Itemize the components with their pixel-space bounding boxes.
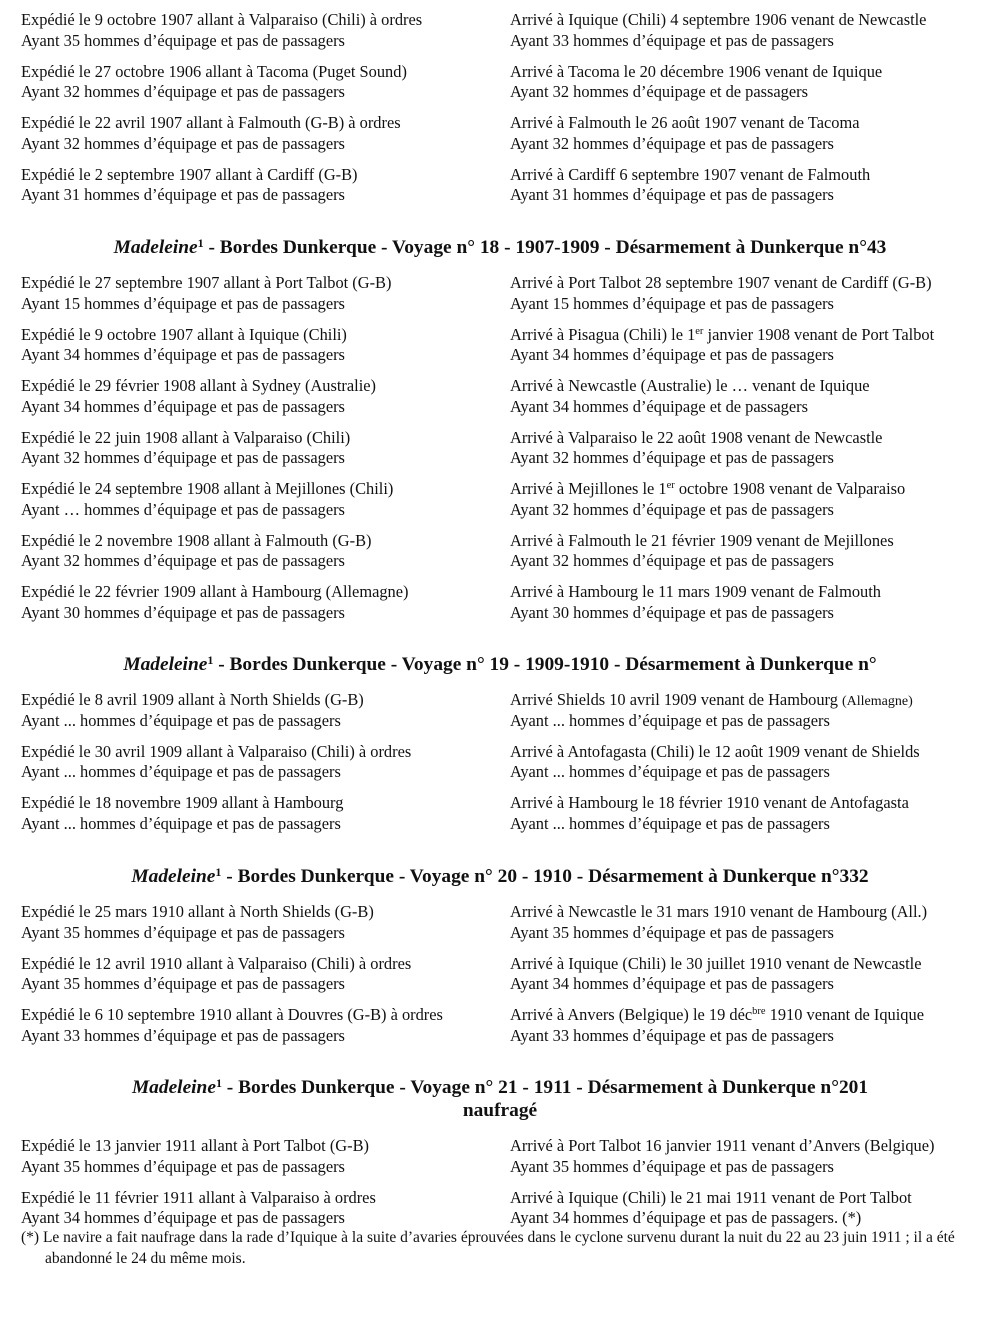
crew-text: Ayant … hommes d’équipage et pas de passagers <box>21 499 345 519</box>
departure-entry <box>0 325 510 366</box>
departure-text: Expédié le 2 septembre 1907 allant à Cardiff (G-B) <box>21 164 358 184</box>
ship-name: Madeleine <box>123 654 208 675</box>
crew-text: Ayant 33 hommes d’équipage et pas de passagers <box>21 1025 345 1045</box>
voyage-heading <box>0 236 1000 259</box>
crew-text: Ayant ... hommes d’équipage et pas de passagers <box>510 710 830 730</box>
ship-name: Madeleine <box>131 866 216 887</box>
voyage-entry <box>0 690 1000 731</box>
crew-text: Ayant 34 hommes d’équipage et de passagers <box>510 396 808 416</box>
departure-entry <box>0 1005 510 1046</box>
departure-entry <box>0 113 510 154</box>
voyage-entry <box>0 62 1000 103</box>
voyage-status: naufragé <box>462 1100 538 1121</box>
crew-text: Ayant 33 hommes d’équipage et pas de passagers <box>510 30 834 50</box>
voyage-entry <box>0 531 1000 572</box>
departure-entry <box>0 62 510 103</box>
arrival-entry <box>510 273 1000 314</box>
arrival-text: Arrivé à Valparaiso le 22 août 1908 venant de Newcastle <box>510 427 883 447</box>
footnote-ref: 1 <box>207 653 214 667</box>
departure-text: Expédié le 27 septembre 1907 allant à Port Talbot (G-B) <box>21 273 392 292</box>
footnote-ref: 1 <box>197 236 204 250</box>
arrival-entry <box>510 165 1000 206</box>
departure-text: Expédié le 9 octobre 1907 allant à Valparaiso (Chili) à ordres <box>21 10 423 29</box>
arrival-text: Arrivé à Iquique (Chili) le 21 mai 1911 venant de Port Talbot <box>510 1187 912 1207</box>
crew-text: Ayant ... hommes d’équipage et pas de passagers <box>510 762 830 782</box>
arrival-entry <box>510 1005 1000 1046</box>
crew-text: Ayant ... hommes d’équipage et pas de passagers <box>21 762 341 782</box>
arrival-text-part: Arrivé Shields 10 avril 1909 venant de Hambourg <box>510 690 842 709</box>
footnote: (*) Le navire a fait naufrage dans la rade d’Iquique à la suite d’avaries éprouvées dans le cyclone survenu durant la nuit du 22 au 23 juin 1911 ; il a été abandonné le 24 du même mois. <box>21 1229 955 1267</box>
arrival-entry <box>510 376 1000 417</box>
departure-text: Expédié le 24 septembre 1908 allant à Mejillones (Chili) <box>21 479 394 499</box>
crew-text: Ayant 32 hommes d’équipage et pas de passagers <box>510 551 834 571</box>
arrival-entry <box>510 62 1000 103</box>
departure-text: Expédié le 22 avril 1907 allant à Falmouth (G-B) à ordres <box>21 113 401 133</box>
arrival-text: Arrivé à Falmouth le 21 février 1909 venant de Mejillones <box>510 530 894 550</box>
departure-entry <box>0 582 510 623</box>
arrival-entry <box>510 113 1000 154</box>
arrival-entry <box>510 793 1000 834</box>
arrival-text: Arrivé à Tacoma le 20 décembre 1906 venant de Iquique <box>510 61 883 81</box>
crew-text: Ayant 33 hommes d’équipage et pas de passagers <box>510 1025 834 1045</box>
departure-text: Expédié le 12 avril 1910 allant à Valparaiso (Chili) à ordres <box>21 953 412 973</box>
departure-entry <box>0 531 510 572</box>
crew-text: Ayant 32 hommes d’équipage et pas de passagers <box>510 448 834 468</box>
arrival-text: Arrivé à Falmouth le 26 août 1907 venant de Tacoma <box>510 113 860 133</box>
crew-text: Ayant 34 hommes d’équipage et pas de passagers <box>21 1208 345 1228</box>
voyage-section-21 <box>0 1076 1000 1239</box>
voyage-entry <box>0 1188 1000 1229</box>
crew-text: Ayant 35 hommes d’équipage et pas de passagers <box>21 974 345 994</box>
crew-text: Ayant 30 hommes d’équipage et pas de passagers <box>21 603 345 623</box>
departure-entry <box>0 428 510 469</box>
crew-text: Ayant 32 hommes d’équipage et pas de passagers <box>510 499 834 519</box>
arrival-text: Arrivé à Newcastle le 31 mars 1910 venant de Hambourg (All.) <box>510 902 928 921</box>
voyage-entry <box>0 793 1000 834</box>
arrival-text: Arrivé à Hambourg le 18 février 1910 venant de Antofagasta <box>510 793 909 813</box>
voyage-section-20 <box>0 865 1000 1057</box>
arrival-entry <box>510 479 1000 520</box>
departure-entry <box>0 793 510 834</box>
crew-text: Ayant 35 hommes d’équipage et pas de passagers <box>21 922 345 942</box>
footnote-ref: 1 <box>215 865 222 879</box>
departure-entry <box>0 479 510 520</box>
voyage-entry <box>0 954 1000 995</box>
arrival-text-part: janvier 1908 venant de Port Talbot <box>703 324 935 344</box>
voyage-entry <box>0 902 1000 943</box>
voyage-title: - Bordes Dunkerque - Voyage n° 18 - 1907-1909 - Désarmement à Dunkerque n°43 <box>203 237 887 258</box>
voyage-section-19 <box>0 653 1000 845</box>
voyage-entry <box>0 273 1000 314</box>
arrival-text: Arrivé à Cardiff 6 septembre 1907 venant de Falmouth <box>510 164 871 184</box>
arrival-text: Arrivé à Newcastle (Australie) le … venant de Iquique <box>510 376 870 396</box>
arrival-entry <box>510 742 1000 783</box>
departure-text: Expédié le 13 janvier 1911 allant à Port Talbot (G-B) <box>21 1136 369 1155</box>
crew-text: Ayant 35 hommes d’équipage et pas de passagers <box>21 1156 345 1176</box>
crew-text: Ayant ... hommes d’équipage et pas de passagers <box>21 710 341 730</box>
voyage-entry <box>0 325 1000 366</box>
arrival-text: Arrivé à Iquique (Chili) 4 septembre 1906 venant de Newcastle <box>510 10 927 29</box>
crew-text: Ayant 32 hommes d’équipage et de passagers <box>510 82 808 102</box>
crew-text: Ayant 31 hommes d’équipage et pas de passagers <box>510 185 834 205</box>
departure-text: Expédié le 9 octobre 1907 allant à Iquique (Chili) <box>21 324 347 344</box>
crew-text: Ayant 32 hommes d’équipage et pas de passagers <box>21 551 345 571</box>
departure-entry <box>0 1188 510 1229</box>
voyage-entry <box>0 582 1000 623</box>
arrival-entry <box>510 582 1000 623</box>
arrival-entry <box>510 902 1000 943</box>
crew-text: Ayant 35 hommes d’équipage et pas de passagers <box>510 1156 834 1176</box>
crew-text: Ayant 15 hommes d’équipage et pas de passagers <box>510 293 834 313</box>
departure-entry <box>0 954 510 995</box>
crew-text: Ayant 35 hommes d’équipage et pas de passagers <box>510 922 834 942</box>
departure-text: Expédié le 22 février 1909 allant à Hambourg (Allemagne) <box>21 582 409 602</box>
departure-text: Expédié le 22 juin 1908 allant à Valparaiso (Chili) <box>21 427 351 447</box>
crew-text: Ayant 34 hommes d’équipage et pas de passagers. (*) <box>510 1208 862 1228</box>
arrival-text-part: Arrivé à Pisagua (Chili) le 1 <box>510 324 696 344</box>
arrival-text: Arrivé à Antofagasta (Chili) le 12 août 1909 venant de Shields <box>510 741 920 761</box>
arrival-text: Arrivé à Iquique (Chili) le 30 juillet 1910 venant de Newcastle <box>510 953 922 973</box>
departure-entry <box>0 742 510 783</box>
crew-text: Ayant 34 hommes d’équipage et pas de passagers <box>510 974 834 994</box>
arrival-text-part: octobre 1908 venant de Valparaiso <box>674 479 906 499</box>
departure-text: Expédié le 8 avril 1909 allant à North Shields (G-B) <box>21 690 364 709</box>
arrival-entry <box>510 1188 1000 1229</box>
voyage-entry <box>0 428 1000 469</box>
crew-text: Ayant ... hommes d’équipage et pas de passagers <box>510 813 830 833</box>
crew-text: Ayant 32 hommes d’équipage et pas de passagers <box>21 448 345 468</box>
voyage-entry <box>0 376 1000 417</box>
voyage-section-18 <box>0 236 1000 634</box>
departure-text: Expédié le 27 octobre 1906 allant à Tacoma (Puget Sound) <box>21 61 407 81</box>
departure-entry <box>0 10 510 51</box>
arrival-text: Arrivé à Hambourg le 11 mars 1909 venant de Falmouth <box>510 582 881 602</box>
ordinal-suffix: bre <box>752 1006 766 1018</box>
departure-entry <box>0 376 510 417</box>
voyage-entry <box>0 113 1000 154</box>
voyage-heading <box>0 865 1000 888</box>
voyage-entry <box>0 165 1000 206</box>
crew-text: Ayant 34 hommes d’équipage et pas de passagers <box>21 345 345 365</box>
arrival-text: Arrivé à Port Talbot 16 janvier 1911 venant d’Anvers (Belgique) <box>510 1136 935 1155</box>
arrival-entry <box>510 428 1000 469</box>
crew-text: Ayant 32 hommes d’équipage et pas de passagers <box>21 133 345 153</box>
departure-entry <box>0 1136 510 1177</box>
arrival-entry <box>510 325 1000 366</box>
arrival-text <box>510 1005 1000 1026</box>
crew-text: Ayant ... hommes d’équipage et pas de passagers <box>21 813 341 833</box>
departure-text: Expédié le 29 février 1908 allant à Sydney (Australie) <box>21 376 377 396</box>
departure-text: Expédié le 30 avril 1909 allant à Valparaiso (Chili) à ordres <box>21 741 412 761</box>
arrival-text <box>510 325 1000 346</box>
ship-name: Madeleine <box>131 1077 216 1098</box>
arrival-text-part: 1910 venant de Iquique <box>765 1005 924 1025</box>
crew-text: Ayant 34 hommes d’équipage et pas de passagers <box>21 396 345 416</box>
departure-entry <box>0 165 510 206</box>
crew-text: Ayant 34 hommes d’équipage et pas de passagers <box>510 345 834 365</box>
voyage-title: - Bordes Dunkerque - Voyage n° 19 - 1909-1910 - Désarmement à Dunkerque n° <box>213 654 877 675</box>
voyage-entry <box>0 742 1000 783</box>
departure-entry <box>0 690 510 731</box>
arrival-entry <box>510 1136 1000 1177</box>
crew-text: Ayant 32 hommes d’équipage et pas de passagers <box>21 82 345 102</box>
departure-text: Expédié le 2 novembre 1908 allant à Falmouth (G-B) <box>21 530 372 550</box>
arrival-text <box>510 690 1000 711</box>
voyage-entry <box>0 10 1000 51</box>
departure-text: Expédié le 18 novembre 1909 allant à Hambourg <box>21 793 344 813</box>
departure-entry <box>0 902 510 943</box>
crew-text: Ayant 15 hommes d’équipage et pas de passagers <box>21 293 345 313</box>
arrival-origin-note: (Allemagne) <box>842 694 913 709</box>
arrival-text-part: Arrivé à Mejillones le 1 <box>510 479 667 499</box>
ship-name: Madeleine <box>113 237 198 258</box>
crew-text: Ayant 30 hommes d’équipage et pas de passagers <box>510 603 834 623</box>
voyage-heading <box>0 1076 1000 1099</box>
voyage-title: - Bordes Dunkerque - Voyage n° 21 - 1911 - Désarmement à Dunkerque n°201 <box>221 1077 869 1098</box>
arrival-text <box>510 479 1000 500</box>
crew-text: Ayant 35 hommes d’équipage et pas de passagers <box>21 30 345 50</box>
crew-text: Ayant 32 hommes d’équipage et pas de passagers <box>510 133 834 153</box>
arrival-entry <box>510 531 1000 572</box>
intro-block <box>0 10 1000 216</box>
arrival-entry <box>510 954 1000 995</box>
voyage-heading <box>0 653 1000 676</box>
footnote-ref: 1 <box>215 1076 222 1090</box>
departure-text: Expédié le 25 mars 1910 allant à North Shields (G-B) <box>21 902 374 921</box>
departure-text: Expédié le 11 février 1911 allant à Valparaiso à ordres <box>21 1187 376 1207</box>
arrival-entry <box>510 10 1000 51</box>
voyage-title: - Bordes Dunkerque - Voyage n° 20 - 1910 - Désarmement à Dunkerque n°332 <box>221 866 869 887</box>
arrival-text: Arrivé à Port Talbot 28 septembre 1907 venant de Cardiff (G-B) <box>510 273 932 292</box>
voyage-entry <box>0 1005 1000 1046</box>
arrival-entry <box>510 690 1000 731</box>
ordinal-suffix: er <box>666 480 675 492</box>
crew-text: Ayant 31 hommes d’équipage et pas de passagers <box>21 185 345 205</box>
voyage-entry <box>0 1136 1000 1177</box>
departure-entry <box>0 273 510 314</box>
voyage-entry <box>0 479 1000 520</box>
ordinal-suffix: er <box>695 325 704 337</box>
departure-text: Expédié le 6 10 septembre 1910 allant à Douvres (G-B) à ordres <box>21 1005 443 1025</box>
arrival-text-part: Arrivé à Anvers (Belgique) le 19 déc <box>510 1005 753 1025</box>
